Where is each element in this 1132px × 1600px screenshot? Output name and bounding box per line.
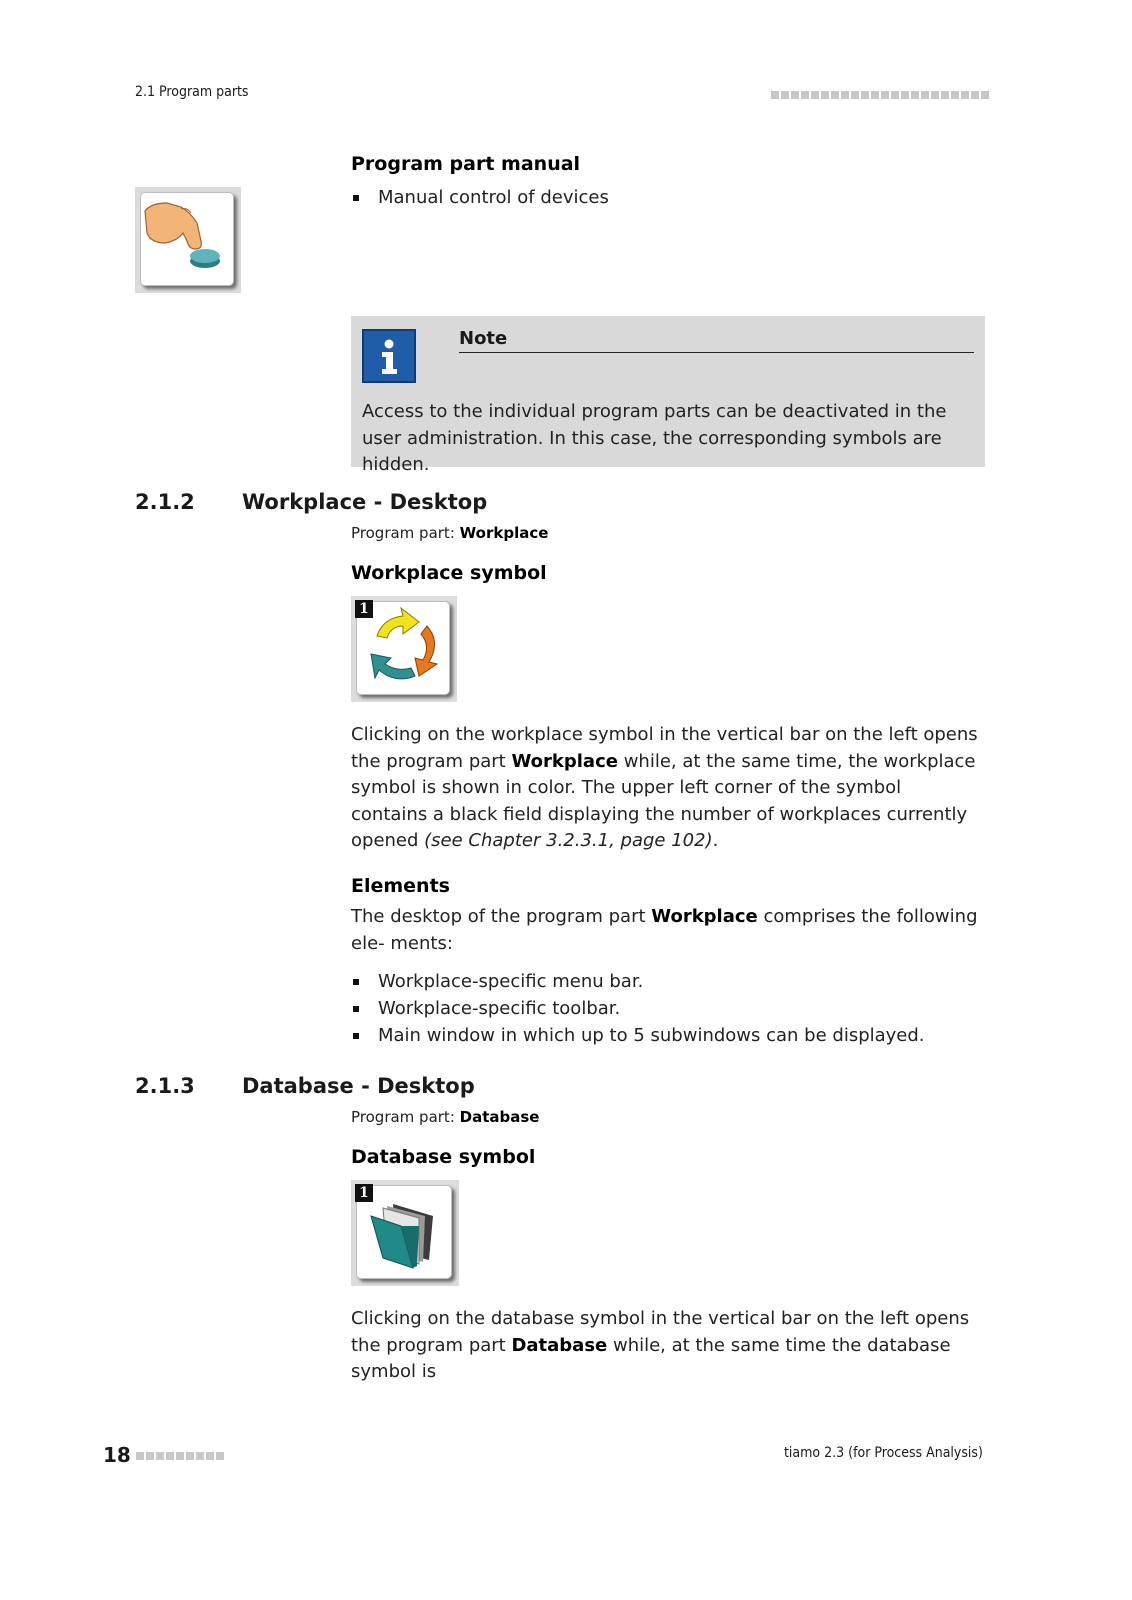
database-icon	[351, 1180, 459, 1286]
page-number: 18	[103, 1443, 131, 1467]
program-part-label: Program part:	[351, 1108, 460, 1126]
running-header-section: 2.1 Program parts	[135, 84, 249, 100]
list-item: Workplace-specific toolbar.	[351, 995, 925, 1022]
product-name: tiamo 2.3 (for Process Analysis)	[784, 1445, 983, 1461]
chapter-reference: (see Chapter 3.2.3.1, page 102)	[424, 830, 713, 851]
section-number: 2.1.2	[135, 490, 195, 514]
info-icon	[362, 329, 416, 383]
list-item: Main window in which up to 5 subwindows can be displayed.	[351, 1022, 925, 1049]
elements-heading: Elements	[351, 875, 450, 897]
database-symbol-heading: Database symbol	[351, 1146, 536, 1168]
note-text: Access to the individual program parts can be deactivated in the user administration. In this case, the corresponding symbols are hidden.	[362, 401, 947, 475]
workplace-icon	[351, 596, 457, 702]
workplace-description: Clicking on the workplace symbol in the vertical bar on the left opens the program part Workplace while, at the same time, the workplace symbol is shown in color. The upper left corner of the symbol contains a black field displaying the number of workplaces currently opened (see Chapter 3.2.3.1, page 102).	[351, 724, 978, 851]
note-title: Note	[459, 328, 974, 353]
program-part-line	[351, 1108, 539, 1126]
program-part-line	[351, 524, 548, 542]
program-part-name: Database	[459, 1108, 540, 1126]
program-part-label: Program part:	[351, 524, 460, 542]
section-title: Database - Desktop	[242, 1074, 475, 1098]
list-item: Workplace-specific menu bar.	[351, 968, 925, 995]
elements-list	[351, 968, 925, 1049]
manual-bullet-list	[351, 184, 609, 211]
database-count-badge: 1	[355, 1184, 373, 1202]
note-box	[351, 316, 985, 475]
workplace-count-badge: 1	[355, 600, 373, 618]
manual-icon	[135, 187, 241, 293]
section-title: Workplace - Desktop	[242, 490, 488, 514]
database-description: Clicking on the database symbol in the vertical bar on the left opens the program part Database while, at the same time the database symbol is	[351, 1308, 970, 1382]
section-number: 2.1.3	[135, 1074, 195, 1098]
list-item: Manual control of devices	[351, 184, 609, 211]
manual-heading: Program part manual	[351, 153, 581, 175]
elements-intro: The desktop of the program part Workplace comprises the following ele- ments:	[351, 906, 978, 954]
footer-decoration-dots	[136, 1452, 224, 1460]
header-decoration-dots	[771, 91, 989, 99]
program-part-name: Workplace	[459, 524, 549, 542]
workplace-symbol-heading: Workplace symbol	[351, 562, 547, 584]
